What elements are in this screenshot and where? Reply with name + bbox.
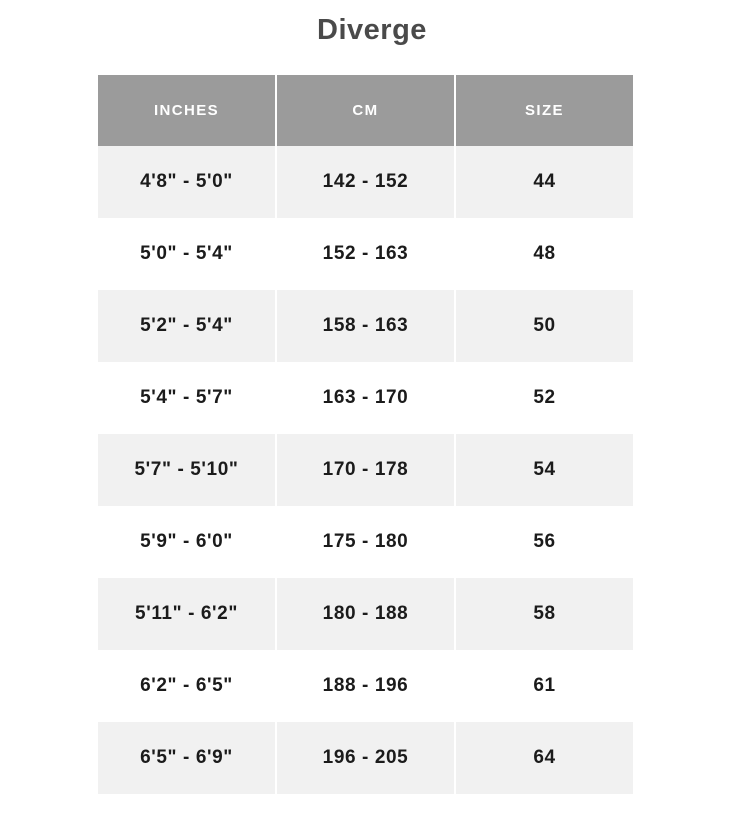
page-title: Diverge [317,14,427,46]
cell-inches: 5'7" - 5'10" [134,459,239,480]
table-row [98,722,633,794]
cell-size: 61 [454,650,633,722]
cell-size: 52 [454,362,633,434]
cell-size: 58 [454,578,633,650]
table-row [98,290,633,362]
cell-cm: 152 - 163 [275,218,454,290]
cell-size: 56 [454,506,633,578]
cell-inches: 6'2" - 6'5" [140,675,233,696]
cell-inches: 6'5" - 6'9" [140,747,233,768]
table-body [98,146,633,794]
cell-cm: 163 - 170 [275,362,454,434]
column-header-size: SIZE [454,75,633,146]
cell-cm: 158 - 163 [275,290,454,362]
table-row [98,506,633,578]
cell-cm: 196 - 205 [275,722,454,794]
cell-size: 44 [454,146,633,218]
size-table [98,75,633,794]
cell-size: 54 [454,434,633,506]
cell-inches: 5'4" - 5'7" [140,387,233,408]
cell-inches: 5'2" - 5'4" [140,315,233,336]
cell-inches: 5'9" - 6'0" [140,531,233,552]
column-header-inches: INCHES [153,102,220,119]
cell-inches: 5'11" - 6'2" [135,603,238,624]
table-row [98,362,633,434]
table-row [98,434,633,506]
cell-inches: 5'0" - 5'4" [140,243,233,264]
cell-size: 50 [454,290,633,362]
table-row [98,578,633,650]
table-row [98,650,633,722]
cell-inches: 4'8" - 5'0" [140,171,233,192]
cell-size: 48 [454,218,633,290]
cell-cm: 180 - 188 [275,578,454,650]
cell-cm: 142 - 152 [275,146,454,218]
cell-cm: 188 - 196 [275,650,454,722]
table-row [98,218,633,290]
table-row [98,146,633,218]
cell-cm: 170 - 178 [275,434,454,506]
cell-cm: 175 - 180 [275,506,454,578]
cell-size: 64 [454,722,633,794]
column-header-cm: CM [275,75,454,146]
table-header-row [98,75,633,146]
